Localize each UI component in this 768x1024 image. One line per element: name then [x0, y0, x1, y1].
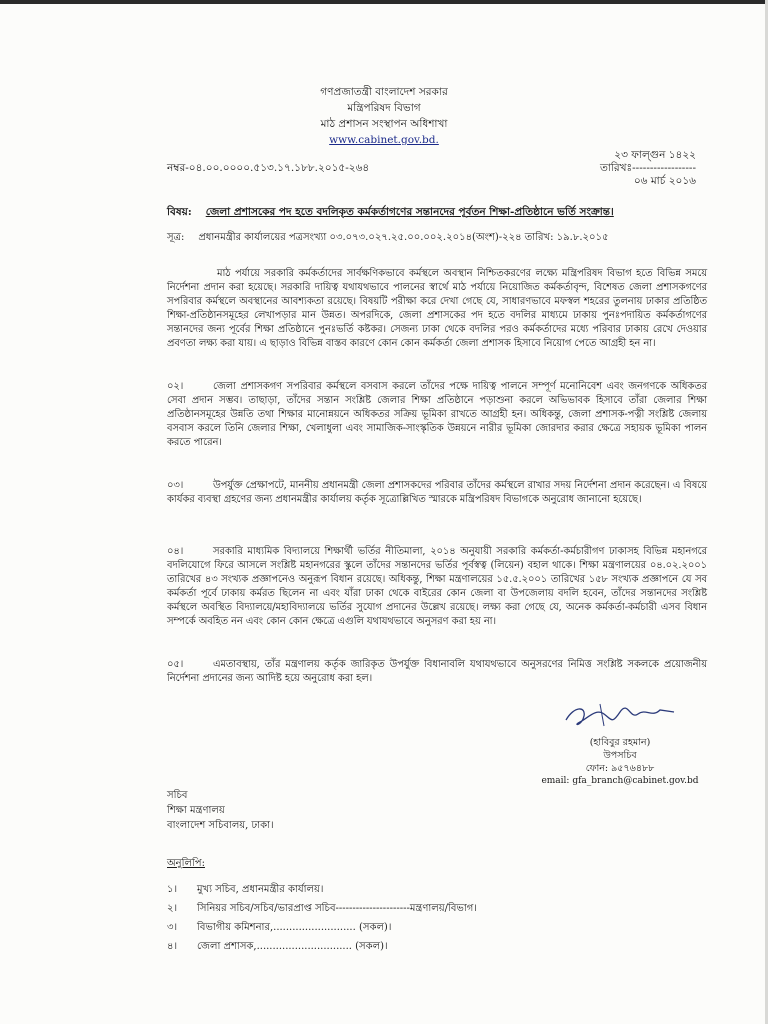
- subject-line: [167, 205, 707, 222]
- paragraph-text: সরকারি মাধ্যমিক বিদ্যালয়ে শিক্ষার্থী ভর্তির নীতিমালা, ২০১৪ অনুযায়ী সরকারি কর্মকর্তা-কর্মচারীগণ ঢাকাসহ বিভিন্ন মহানগরে বদলিযোগে ফিরে আসলে সংশ্লিষ্ট মহানগরের স্কুলে তাঁদের সন্তানদের ভর্তির পূর্বস্বত্ব (লিয়েন) বহাল থাকে। শিক্ষা মন্ত্রণালয়ের ০৪.০২.২০০১ তারিখের ৪৩ সংখ্যক প্রজ্ঞাপনেও অনুরূপ বিধান রয়েছে। অধিকন্তু, শিক্ষা মন্ত্রণালয়ের ১৫.৫.২০০১ তারিখের ১৫৮ সংখ্যক প্রজ্ঞাপনে যে সব কর্মকর্তা পূর্বে ঢাকায় কর্মরত ছিলেন না এবং যাঁরা ঢাকা থেকে বাইরের কোন জেলা বা উপজেলায় বদলি হবেন, তাঁদের সন্তানদের সংশ্লিষ্ট কর্মস্থলে অবস্থিত বিদ্যালয়ে/মহাবিদ্যালয়ে ভর্তির সুযোগ প্রদানের উল্লেখ রয়েছে। লক্ষ্য করা গেছে যে, অনেক কর্মকর্তা-কর্মচারী এসব বিধান সম্পর্কে অবহিত নন এবং কোন কোন ক্ষেত্রে এগুলি যথাযথভাবে অনুসরণ করা হয় না।: [167, 546, 707, 627]
- list-item: [167, 880, 477, 899]
- source-line: [167, 230, 707, 247]
- paragraph-4: [167, 545, 707, 629]
- paragraph-number: ০৩।: [167, 480, 184, 491]
- list-item-text: জেলা প্রশাসক,.............................. (সকল)।: [197, 941, 388, 952]
- signature-block: [540, 700, 700, 788]
- source-text: প্রধানমন্ত্রীর কার্যালয়ের পত্রসংখ্যা ০৩.০৭৩.০২৭.২৫.০০.০০২.২০১৪(অংশ)-২২৪ তারিখ: ১৯.৮.২০১৫: [198, 232, 609, 243]
- copy-heading: অনুলিপি:: [167, 858, 205, 869]
- list-item: [167, 937, 477, 956]
- list-item-text: মুখ্য সচিব, প্রধানমন্ত্রীর কার্যালয়।: [197, 884, 324, 895]
- date-label: তারিখঃ------------------: [599, 162, 696, 174]
- signatory-name: (হাবিবুর রহমান): [589, 737, 651, 748]
- list-item: [167, 918, 477, 937]
- list-item: [167, 899, 477, 918]
- list-item-number: ২।: [167, 903, 178, 914]
- copy-list: [167, 880, 477, 956]
- letterhead-branch: মাঠ প্রশাসন সংস্থাপন অধিশাখা: [320, 118, 448, 130]
- paragraph-5: [167, 658, 707, 686]
- website-link[interactable]: www.cabinet.gov.bd.: [329, 134, 439, 146]
- paragraph-3: [167, 479, 707, 507]
- addressee-block: [167, 788, 274, 833]
- paragraph-1: [167, 267, 707, 351]
- letterhead: [0, 84, 768, 148]
- signatory-phone: ফোন: ৯৫৭৬৪৮৮: [585, 763, 655, 774]
- signature-icon: [560, 700, 680, 730]
- date-bangla: ২৩ ফাল্গুন ১৪২২: [614, 149, 696, 161]
- addressee-ministry: শিক্ষা মন্ত্রণালয়: [167, 805, 225, 816]
- list-item-number: ৪।: [167, 941, 178, 952]
- addressee-title: সচিব: [167, 790, 188, 801]
- letterhead-division: মন্ত্রিপরিষদ বিভাগ: [347, 102, 421, 114]
- letterhead-government: গণপ্রজাতন্ত্রী বাংলাদেশ সরকার: [320, 86, 448, 98]
- addressee-location: বাংলাদেশ সচিবালয়, ঢাকা।: [167, 820, 274, 831]
- signatory-email: email: gfa_branch@cabinet.gov.bd: [541, 776, 699, 786]
- memo-number: নম্বর-০৪.০০.০০০০.৫১৩.১৭.১৮৮.২০১৫-২৬৪: [167, 162, 370, 174]
- paragraph-text: মাঠ পর্যায়ে সরকারি কর্মকর্তাদের সার্বক্ষণিকভাবে কর্মস্থলে অবস্থান নিশ্চিতকরণের লক্ষ্যে মন্ত্রিপরিষদ বিভাগ হতে বিভিন্ন সময়ে নির্দেশনা প্রদান করা হয়েছে। সরকারি দায়িত্ব যথাযথভাবে পালনের স্বার্থে মাঠ পর্যায়ে নিয়োজিত কর্মকর্তাবৃন্দ, বিশেষত জেলা প্রশাসকগণের সপরিবার কর্মস্থলে অবস্থানের আবশ্যকতা রয়েছে। বিষয়টি পরীক্ষা করে দেখা গেছে যে, সাধারণভাবে মফস্বল শহরের তুলনায় ঢাকার প্রতিষ্ঠিত শিক্ষা-প্রতিষ্ঠানসমূহের লেখাপড়ার মান উন্নত। অপরদিকে, জেলা প্রশাসকের পদ হতে বদলির মাধ্যমে ঢাকায় পুনঃপদায়িত কর্মকর্তাগণের সন্তানদের জন্য পূর্বের শিক্ষা প্রতিষ্ঠানে পুনঃভর্তি কষ্টকর। সেজন্য ঢাকা থেকে বদলির পরও কর্মকর্তাদের মধ্যে পরিবার ঢাকায় রেখে দেওয়ার প্রবণতা লক্ষ্য করা যায়। এ ছাড়াও বিভিন্ন বাস্তব কারণে কোন কোন কর্মকর্তা জেলা প্রশাসক হিসাবে নিয়োগ পেতে আগ্রহী হন না।: [167, 268, 707, 349]
- date-english: ০৬ মার্চ ২০১৬: [633, 175, 696, 187]
- date-block: [516, 149, 696, 188]
- signatory-designation: উপসচিব: [603, 750, 637, 761]
- list-item-text: বিভাগীয় কমিশনার,.......................... (সকল)।: [197, 922, 392, 933]
- subject-label: বিষয়:: [167, 206, 192, 218]
- paragraph-text: এমতাবস্থায়, তাঁর মন্ত্রণালয় কর্তৃক জারিকৃত উপর্যুক্ত বিধানাবলি যথাযথভাবে অনুসরণের নিমিত্ত সংশ্লিষ্ট সকলকে প্রয়োজনীয় নির্দেশনা প্রদানের জন্য আদিষ্ট হয়ে অনুরোধ করা হল।: [167, 659, 707, 684]
- list-item-number: ১।: [167, 884, 178, 895]
- source-label: সূত্র:: [167, 232, 185, 243]
- paragraph-2: [167, 380, 707, 450]
- paragraph-number: ০৪।: [167, 546, 184, 557]
- list-item-text: সিনিয়র সচিব/সচিব/ভারপ্রাপ্ত সচিব----------------------মন্ত্রণালয়/বিভাগ।: [197, 903, 477, 914]
- paragraph-number: ০৫।: [167, 659, 184, 670]
- paragraph-number: ০২।: [167, 381, 184, 392]
- paragraph-text: জেলা প্রশাসকগণ সপরিবার কর্মস্থলে বসবাস করলে তাঁদের পক্ষে দায়িত্ব পালনে সম্পূর্ণ মনোনিবেশ এবং জনগণকে অধিকতর সেবা প্রদান সম্ভব। তাছাড়া, তাঁদের সন্তান সংশ্লিষ্ট জেলার শিক্ষা প্রতিষ্ঠানে পড়াশুনা করলে অভিভাবক হিসাবে তাঁরা জেলার শিক্ষা প্রতিষ্ঠানসমূহের উন্নতি তথা শিক্ষার মানোন্নয়নে অধিকতর সক্রিয় ভূমিকা রাখতে আগ্রহী হন। অধিকন্তু, জেলা প্রশাসক-পত্নী সংশ্লিষ্ট জেলায় বসবাস করলে তিনি জেলার শিক্ষা, খেলাধুলা এবং সামাজিক-সাংস্কৃতিক উন্নয়নে নারীর ভূমিকা জোরদার করার ক্ষেত্রে সহায়ক ভূমিকা পালন করতে পারেন।: [167, 381, 707, 448]
- subject-text: জেলা প্রশাসকের পদ হতে বদলিকৃত কর্মকর্তাগণের সন্তানদের পূর্বতন শিক্ষা-প্রতিষ্ঠানে ভর্তি সংক্রান্ত।: [205, 206, 614, 218]
- list-item-number: ৩।: [167, 922, 178, 933]
- paragraph-text: উপর্যুক্ত প্রেক্ষাপটে, মাননীয় প্রধানমন্ত্রী জেলা প্রশাসকদের পরিবার তাঁদের কর্মস্থলে রাখার সদয় নির্দেশনা প্রদান করেছেন। এ বিষয়ে কার্যকর ব্যবস্থা গ্রহণের জন্য প্রধানমন্ত্রীর কার্যালয় কর্তৃক সূত্রোল্লিখিত স্মারকে মন্ত্রিপরিষদ বিভাগকে অনুরোধ জানানো হয়েছে।: [167, 480, 707, 505]
- scan-edge-top: [0, 0, 768, 4]
